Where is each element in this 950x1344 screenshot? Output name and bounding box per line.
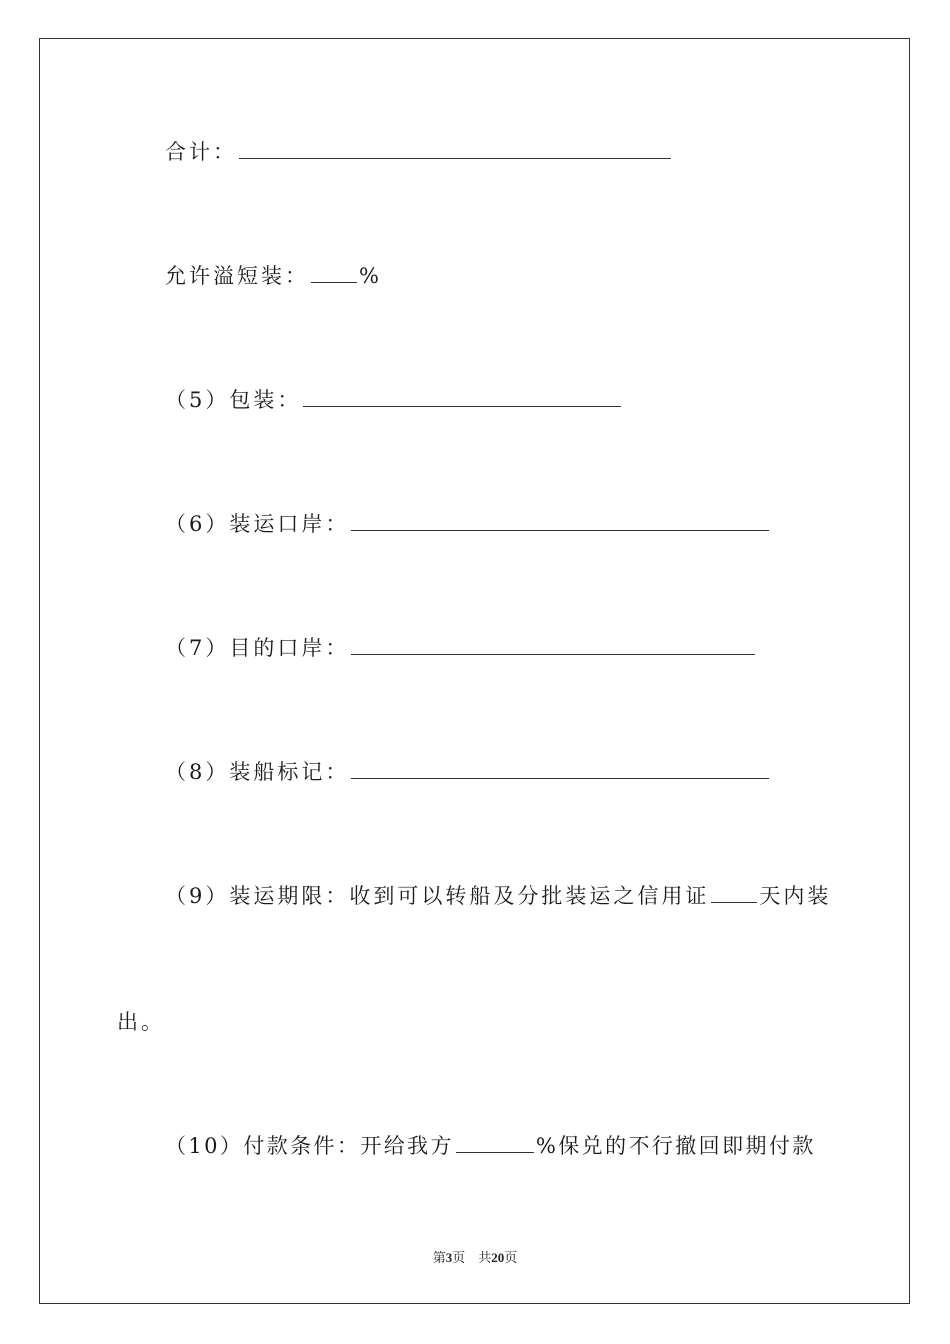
destination-port-blank[interactable]	[351, 636, 755, 655]
total-line	[165, 138, 673, 166]
overshort-blank[interactable]	[311, 264, 357, 283]
footer-page-total: 20	[491, 1250, 505, 1265]
footer-page-mid: 页 共	[452, 1250, 492, 1265]
packing-line	[165, 386, 623, 414]
destination-port-line	[165, 634, 757, 662]
overshort-line	[165, 262, 382, 290]
shipping-mark-label: （8）装船标记：	[165, 760, 350, 784]
footer-page-suffix: 页	[504, 1250, 518, 1265]
destination-port-label: （7）目的口岸：	[165, 636, 350, 660]
total-blank[interactable]	[239, 140, 671, 159]
page-border	[39, 38, 910, 1304]
shipment-period-line	[165, 882, 831, 910]
shipment-period-prefix: （9）装运期限：收到可以转船及分批装运之信用证	[165, 884, 710, 908]
total-label: 合计：	[165, 140, 237, 164]
shipment-period-suffix: 天内装	[759, 884, 832, 908]
payment-prefix: （10）付款条件：开给我方	[165, 1134, 454, 1158]
shipping-mark-blank[interactable]	[351, 760, 769, 779]
loading-port-blank[interactable]	[351, 512, 769, 531]
shipment-period-continuation	[117, 1008, 165, 1036]
payment-suffix: %保兑的不行撤回即期付款	[535, 1134, 816, 1158]
shipment-period-blank[interactable]	[711, 884, 757, 903]
payment-blank[interactable]	[456, 1134, 534, 1153]
payment-line	[165, 1132, 816, 1160]
loading-port-line	[165, 510, 771, 538]
loading-port-label: （6）装运口岸：	[165, 512, 350, 536]
overshort-label: 允许溢短装：	[165, 264, 309, 288]
footer-page-number: 3	[445, 1250, 453, 1265]
packing-label: （5）包装：	[165, 388, 302, 412]
packing-blank[interactable]	[303, 388, 621, 407]
footer-page-prefix: 第	[432, 1250, 446, 1265]
shipment-period-end: 出。	[117, 1010, 165, 1034]
shipping-mark-line	[165, 758, 771, 786]
overshort-unit: %	[359, 264, 382, 288]
page-footer	[0, 1247, 950, 1266]
